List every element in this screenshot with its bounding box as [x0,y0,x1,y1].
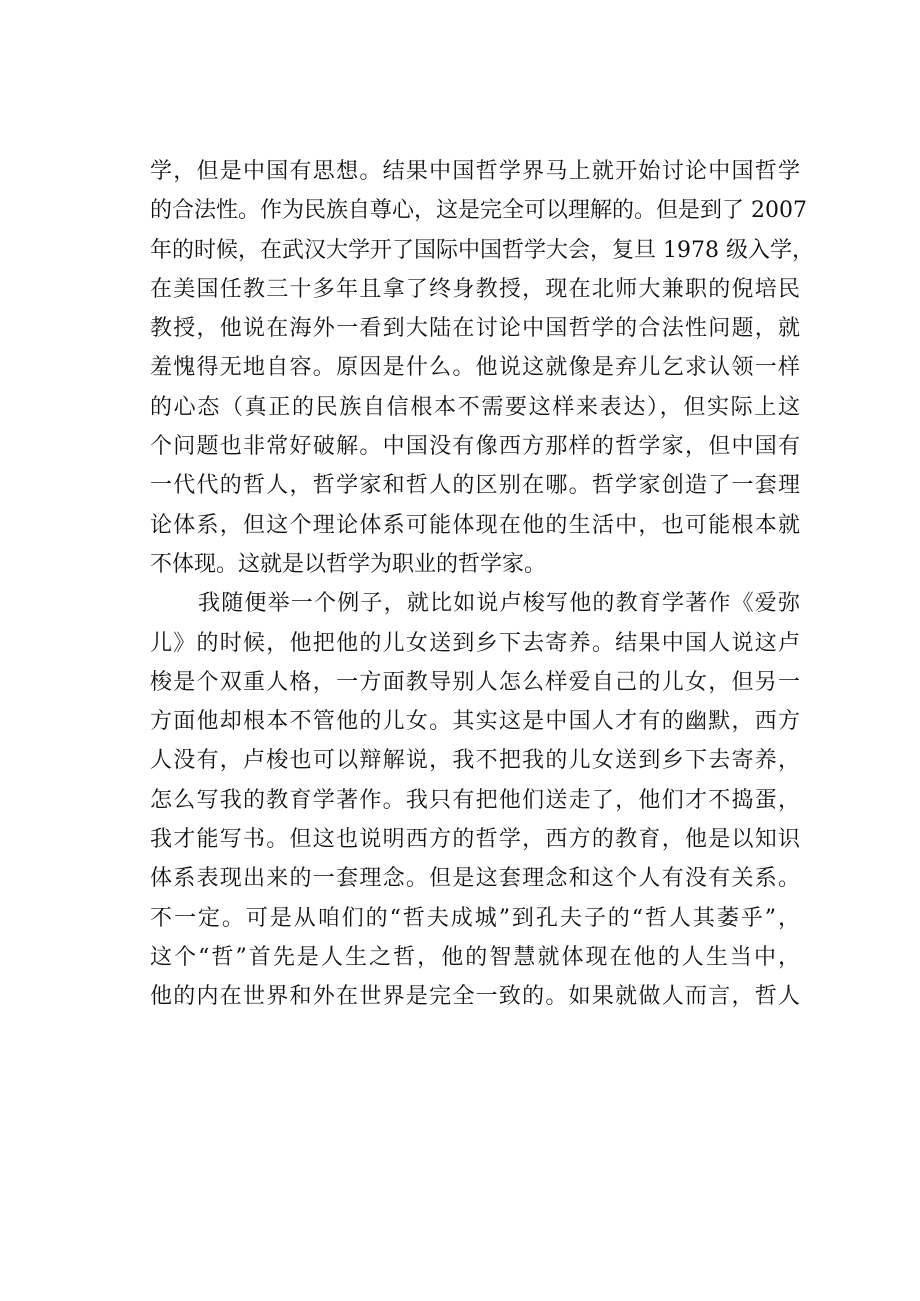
text-line: 梭是个双重人格，一方面教导别人怎么样爱自己的儿女，但另一 [150,669,800,695]
text-line: 怎么写我的教育学著作。我只有把他们送走了，他们才不捣蛋， [150,787,800,813]
text-line: 年的时候，在武汉大学开了国际中国哲学大会，复旦 1978 级入学， [150,237,814,263]
body-text [150,152,814,1017]
paragraph-2 [150,584,800,1016]
text-line: 学，但是中国有思想。结果中国哲学界马上就开始讨论中国哲学 [150,159,800,184]
text-line: 论体系，但这个理论体系可能体现在他的生活中，也可能根本就 [150,512,800,538]
text-line: 教授，他说在海外一看到大陆在讨论中国哲学的合法性问题，就 [150,316,800,342]
text-line: 他的内在世界和外在世界是完全一致的。如果就做人而言，哲人 [150,984,800,1010]
text-line: 我才能写书。但这也说明西方的哲学，西方的教育，他是以知识 [150,827,800,853]
text-line: 不一定。可是从咱们的“哲夫成城”到孔夫子的“哲人其萎乎”， [150,905,800,931]
text-line: 一代代的哲人，哲学家和哲人的区别在哪。哲学家创造了一套理 [150,473,800,499]
text-line: 这个“哲”首先是人生之哲，他的智慧就体现在他的人生当中， [150,944,800,970]
text-line: 的心态（真正的民族自信根本不需要这样来表达），但实际上这 [150,394,800,420]
text-line: 方面他却根本不管他的儿女。其实这是中国人才有的幽默，西方 [150,709,800,735]
text-line: 在美国任教三十多年且拿了终身教授，现在北师大兼职的倪培民 [150,276,800,302]
text-line: 儿》的时候，他把他的儿女送到乡下去寄养。结果中国人说这卢 [150,630,800,656]
text-line: 我随便举一个例子，就比如说卢梭写他的教育学著作《爱弥 [198,591,800,617]
text-line: 体系表现出来的一套理念。但是这套理念和这个人有没有关系。 [150,866,800,892]
text-line: 羞愧得无地自容。原因是什么。他说这就像是弃儿乞求认领一样 [150,355,800,381]
text-line: 不体现。这就是以哲学为职业的哲学家。 [150,551,547,577]
text-line: 个问题也非常好破解。中国没有像西方那样的哲学家，但中国有 [150,434,800,460]
text-line: 的合法性。作为民族自尊心，这是完全可以理解的。但是到了 2007 [150,198,807,224]
text-line: 人没有，卢梭也可以辩解说，我不把我的儿女送到乡下去寄养， [150,748,800,774]
paragraph-1 [150,152,814,584]
